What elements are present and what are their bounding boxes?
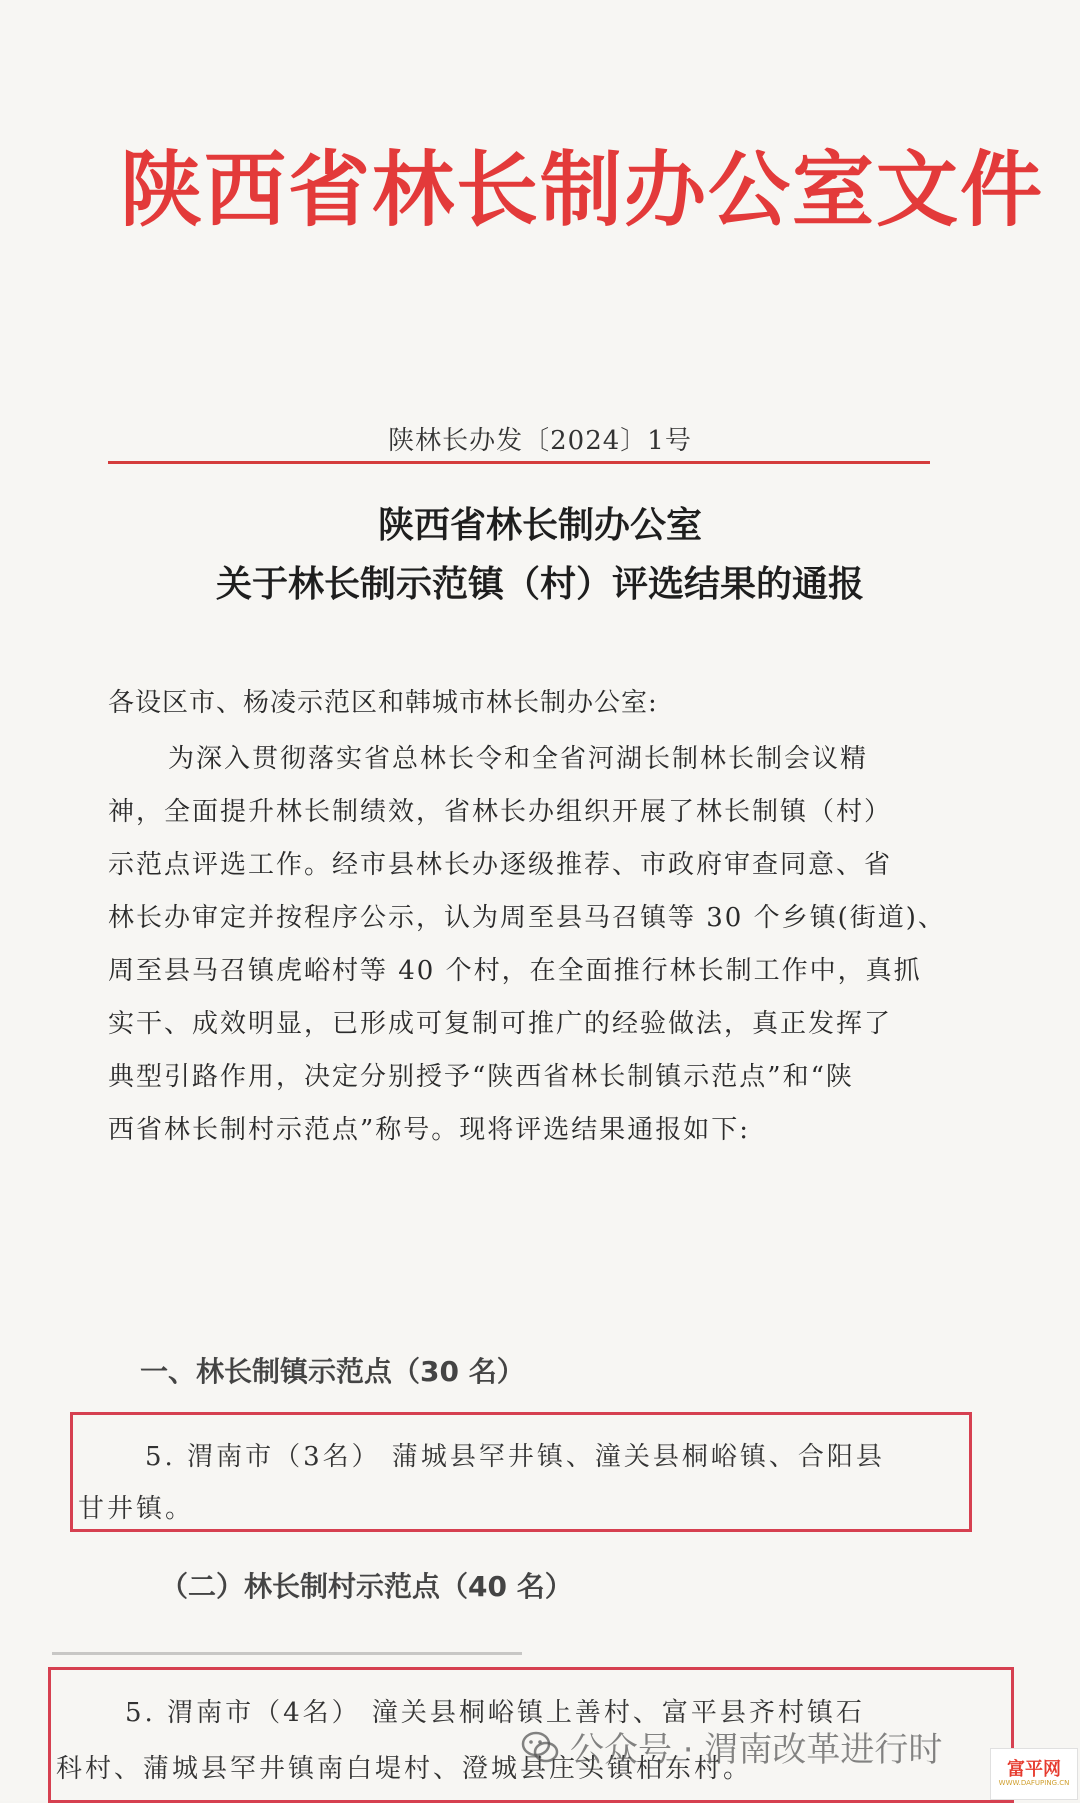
body-line: 西省林长制村示范点”称号。现将评选结果通报如下: (108, 1115, 751, 1145)
body-line: 典型引路作用，决定分别授予“陕西省林长制镇示范点”和“陕 (108, 1062, 854, 1092)
town-demo-line-2: 甘井镇。 (78, 1494, 195, 1524)
village-demo-line-2: 科村、蒲城县罕井镇南白堤村、澄城县庄头镇柏东村。 (56, 1754, 753, 1784)
notice-title-line-1: 陕西省林长制办公室 (377, 505, 702, 546)
wechat-watermark (520, 1722, 942, 1771)
body-line: 神，全面提升林长制绩效，省林长办组织开展了林长制镇（村） (108, 797, 893, 827)
section-heading-town-demo: 一、林长制镇示范点（30 名） (140, 1355, 525, 1388)
body-line: 实干、成效明显，已形成可复制可推广的经验做法，真正发挥了 (108, 1009, 893, 1039)
logo-main-text: 富平网 (1007, 1758, 1061, 1780)
wechat-icon (520, 1727, 560, 1767)
document-header-title: 陕西省林长制办公室文件 (120, 143, 1045, 238)
site-logo (990, 1748, 1078, 1800)
faint-text-strip (52, 1652, 522, 1655)
body-line: 周至县马召镇虎峪村等 40 个村，在全面推行林长制工作中，真抓 (108, 956, 922, 986)
addressee: 各设区市、杨凌示范区和韩城市林长制办公室: (108, 688, 658, 718)
village-demo-line-1: 5. 渭南市（4名） 潼关县桐峪镇上善村、富平县齐村镇石 (125, 1698, 865, 1728)
body-line: 为深入贯彻落实省总林长令和全省河湖长制林长制会议精 (168, 744, 869, 774)
body-line: 示范点评选工作。经市县林长办逐级推荐、市政府审查同意、省 (108, 850, 893, 880)
notice-title-line-2: 关于林长制示范镇（村）评选结果的通报 (215, 564, 864, 605)
document-number: 陕林长办发〔2024〕1号 (388, 426, 692, 456)
header-red-rule (108, 461, 930, 464)
body-line: 林长办审定并按程序公示，认为周至县马召镇等 30 个乡镇(街道)、 (108, 903, 946, 933)
watermark-text: 公众号 · 渭南改革进行时 (570, 1730, 943, 1770)
section-heading-village-demo: （二）林长制村示范点（40 名） (160, 1570, 573, 1603)
town-demo-line-1: 5. 渭南市（3名） 蒲城县罕井镇、潼关县桐峪镇、合阳县 (145, 1442, 885, 1472)
logo-sub-text: WWW.DAFUPING.CN (998, 1778, 1070, 1787)
